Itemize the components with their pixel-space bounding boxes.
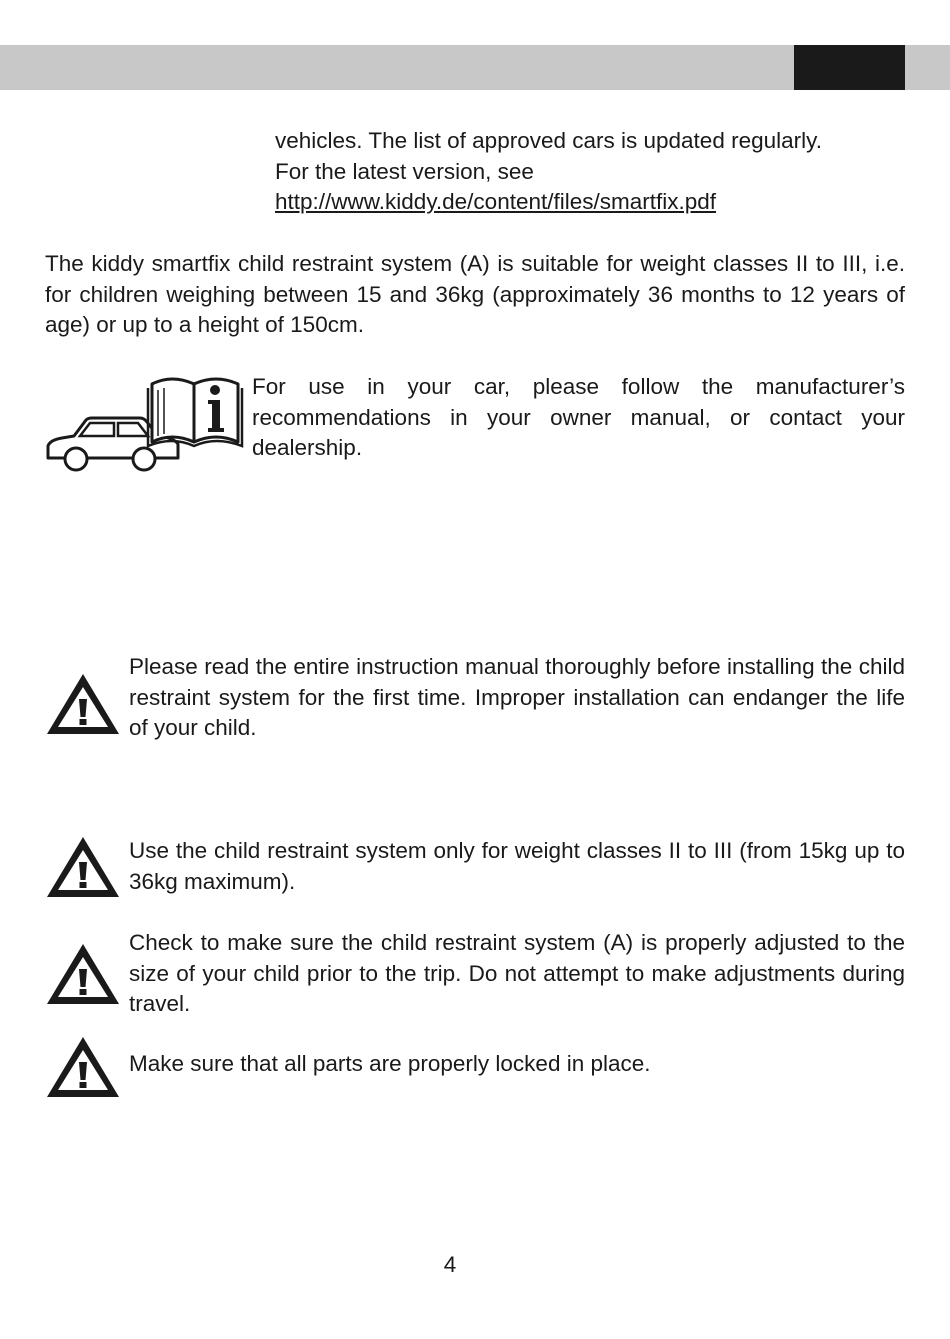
header-tab bbox=[794, 45, 905, 90]
approved-cars-link[interactable]: http://www.kiddy.de/content/files/smartfix.pdf bbox=[275, 189, 717, 214]
warning-triangle-icon bbox=[45, 672, 121, 736]
intro-paragraph bbox=[275, 126, 905, 218]
warning-text-4: Make sure that all parts are properly locked in place. bbox=[129, 1051, 651, 1076]
warning-triangle-icon bbox=[45, 1035, 121, 1099]
warning-text-1: Please read the entire instruction manual thoroughly before installing the child restraint system for the first time. Improper installation can endanger the life of your child. bbox=[129, 654, 905, 740]
warning-text-3: Check to make sure the child restraint system (A) is properly adjusted to the size of your child prior to the trip. Do not attempt to make adjustments during travel. bbox=[129, 930, 905, 1016]
warning-triangle-icon bbox=[45, 942, 121, 1006]
suitability-paragraph: The kiddy smartfix child restraint system (A) is suitable for weight classes II to III, i.e. for children weighing between 15 and 36kg (approximately 36 months to 12 years of age) or up to a height of 150cm. bbox=[45, 251, 905, 337]
warning-triangle-icon bbox=[45, 835, 121, 899]
warning-text-2: Use the child restraint system only for weight classes II to III (from 15kg up to 36kg maximum). bbox=[129, 838, 905, 894]
car-manual-note: For use in your car, please follow the manufacturer’s recommendations in your owner manual, or contact your dealership. bbox=[252, 374, 905, 460]
intro-line-2: For the latest version, see bbox=[275, 158, 534, 184]
page-number: 4 bbox=[443, 1252, 457, 1277]
intro-line-1: vehicles. The list of approved cars is updated regularly. bbox=[275, 128, 822, 153]
info-book-icon bbox=[146, 372, 244, 448]
